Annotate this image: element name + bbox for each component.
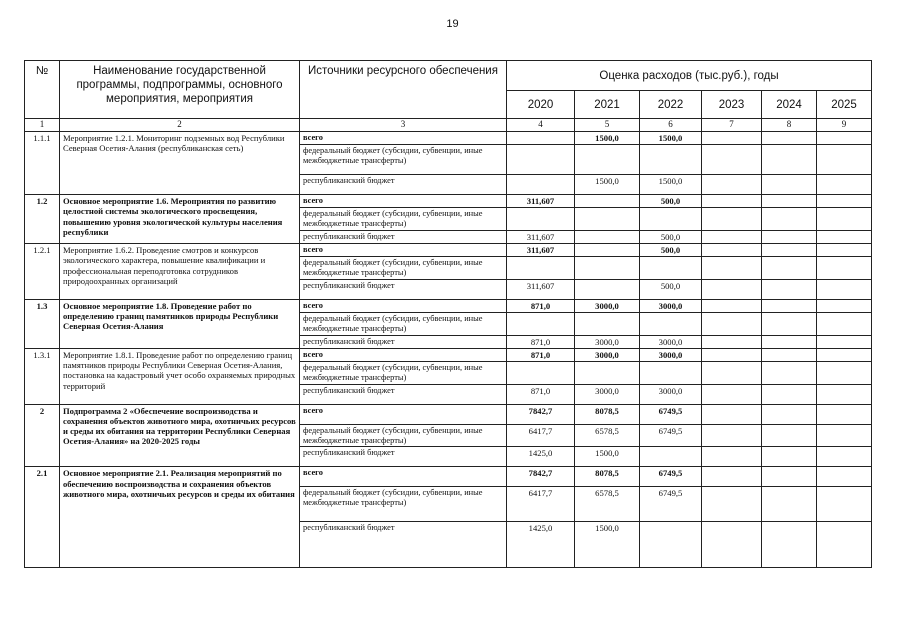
source-label: всего: [300, 467, 507, 487]
value-cell: 871,0: [507, 300, 575, 313]
value-cell: [702, 313, 762, 336]
value-cell: 311,607: [507, 231, 575, 244]
value-cell: 871,0: [507, 384, 575, 404]
value-cell: [762, 404, 817, 424]
row-name: Мероприятие 1.6.2. Проведение смотров и конкурсов экологического характера, повышение квалификации и профессиональная переподготовка сотрудников природоохранных организаций: [60, 244, 300, 300]
source-label: федеральный бюджет (субсидии, субвенции, иные межбюджетные трансферты): [300, 257, 507, 280]
value-cell: [817, 404, 872, 424]
row-number: 1.2.1: [25, 244, 60, 300]
row-number: 1.2: [25, 195, 60, 244]
value-cell: [817, 195, 872, 208]
value-cell: [702, 280, 762, 300]
value-cell: [762, 231, 817, 244]
value-cell: 3000,0: [575, 349, 640, 362]
value-cell: [702, 335, 762, 348]
value-cell: [702, 300, 762, 313]
value-cell: 3000,0: [575, 335, 640, 348]
value-cell: 6749,5: [640, 487, 702, 522]
column-number: 8: [762, 119, 817, 132]
value-cell: 1500,0: [575, 447, 640, 467]
header-year: 2023: [702, 91, 762, 119]
value-cell: 6578,5: [575, 424, 640, 447]
value-cell: [817, 424, 872, 447]
value-cell: [702, 145, 762, 175]
value-cell: [817, 257, 872, 280]
source-label: республиканский бюджет: [300, 384, 507, 404]
row-number: 2.1: [25, 467, 60, 568]
source-label: федеральный бюджет (субсидии, субвенции, иные межбюджетные трансферты): [300, 208, 507, 231]
value-cell: [575, 257, 640, 280]
value-cell: [702, 175, 762, 195]
value-cell: [817, 231, 872, 244]
header-sources: Источники ресурсного обеспечения: [300, 61, 507, 119]
value-cell: [575, 145, 640, 175]
value-cell: [640, 447, 702, 467]
value-cell: [507, 313, 575, 336]
value-cell: [817, 384, 872, 404]
header-year: 2020: [507, 91, 575, 119]
source-label: республиканский бюджет: [300, 522, 507, 568]
source-label: республиканский бюджет: [300, 335, 507, 348]
value-cell: 311,607: [507, 195, 575, 208]
budget-table: [24, 60, 872, 568]
column-number: 9: [817, 119, 872, 132]
value-cell: 3000,0: [640, 384, 702, 404]
value-cell: 1500,0: [575, 522, 640, 568]
source-label: федеральный бюджет (субсидии, субвенции, иные межбюджетные трансферты): [300, 313, 507, 336]
value-cell: 6749,5: [640, 404, 702, 424]
value-cell: 7842,7: [507, 467, 575, 487]
table-header: [25, 61, 872, 119]
source-label: всего: [300, 404, 507, 424]
value-cell: [762, 349, 817, 362]
header-estimate: Оценка расходов (тыс.руб.), годы: [507, 61, 872, 91]
value-cell: 1500,0: [640, 175, 702, 195]
value-cell: 7842,7: [507, 404, 575, 424]
value-cell: [507, 175, 575, 195]
source-label: республиканский бюджет: [300, 231, 507, 244]
value-cell: [507, 257, 575, 280]
value-cell: [762, 335, 817, 348]
value-cell: 8078,5: [575, 467, 640, 487]
column-number: 4: [507, 119, 575, 132]
value-cell: [507, 132, 575, 145]
value-cell: 8078,5: [575, 404, 640, 424]
value-cell: 1425,0: [507, 522, 575, 568]
source-label: республиканский бюджет: [300, 280, 507, 300]
value-cell: 500,0: [640, 231, 702, 244]
value-cell: [762, 280, 817, 300]
value-cell: [817, 335, 872, 348]
value-cell: [762, 244, 817, 257]
value-cell: 6749,5: [640, 467, 702, 487]
column-number: 1: [25, 119, 60, 132]
column-number: 6: [640, 119, 702, 132]
value-cell: [762, 175, 817, 195]
row-name: Основное мероприятие 1.6. Мероприятия по развитию целостной системы экологического просвещения, повышению уровня экологической культуры населения республики: [60, 195, 300, 244]
header-year: 2024: [762, 91, 817, 119]
header-year: 2022: [640, 91, 702, 119]
source-label: всего: [300, 132, 507, 145]
value-cell: [817, 362, 872, 385]
value-cell: 311,607: [507, 244, 575, 257]
table-row: [25, 349, 872, 362]
value-cell: [575, 362, 640, 385]
value-cell: [817, 349, 872, 362]
value-cell: 1500,0: [640, 132, 702, 145]
value-cell: [817, 175, 872, 195]
source-label: федеральный бюджет (субсидии, субвенции, иные межбюджетные трансферты): [300, 362, 507, 385]
value-cell: 3000,0: [640, 300, 702, 313]
value-cell: [507, 362, 575, 385]
value-cell: 3000,0: [575, 384, 640, 404]
value-cell: [702, 132, 762, 145]
value-cell: [575, 313, 640, 336]
column-number: 7: [702, 119, 762, 132]
value-cell: 500,0: [640, 244, 702, 257]
value-cell: [640, 313, 702, 336]
value-cell: 3000,0: [575, 300, 640, 313]
value-cell: 3000,0: [640, 349, 702, 362]
value-cell: [762, 208, 817, 231]
value-cell: 3000,0: [640, 335, 702, 348]
value-cell: [762, 447, 817, 467]
value-cell: [507, 208, 575, 231]
value-cell: [762, 384, 817, 404]
row-name: Подпрограмма 2 «Обеспечение воспроизводства и сохранения объектов животного мира, охотничьих ресурсов и среды их обитания на территории Республики Северная Осетия-Алания» на 2020-2025 годы: [60, 404, 300, 467]
row-name: Мероприятие 1.2.1. Мониторинг подземных вод Республики Северная Осетия-Алания (республиканская сеть): [60, 132, 300, 195]
source-label: всего: [300, 300, 507, 313]
source-label: федеральный бюджет (субсидии, субвенции, иные межбюджетные трансферты): [300, 145, 507, 175]
value-cell: [817, 487, 872, 522]
value-cell: [817, 467, 872, 487]
source-label: федеральный бюджет (субсидии, субвенции, иные межбюджетные трансферты): [300, 424, 507, 447]
value-cell: [702, 487, 762, 522]
header-number: №: [25, 61, 60, 119]
value-cell: [702, 447, 762, 467]
value-cell: [817, 208, 872, 231]
value-cell: [640, 522, 702, 568]
value-cell: [702, 244, 762, 257]
value-cell: [817, 300, 872, 313]
value-cell: [640, 208, 702, 231]
row-name: Основное мероприятие 1.8. Проведение работ по определению границ памятников природы Республики Северная Осетия-Алания: [60, 300, 300, 349]
value-cell: [702, 349, 762, 362]
source-label: всего: [300, 244, 507, 257]
value-cell: 1500,0: [575, 175, 640, 195]
row-number: 1.3.1: [25, 349, 60, 405]
value-cell: 6417,7: [507, 424, 575, 447]
header-year: 2021: [575, 91, 640, 119]
value-cell: [640, 362, 702, 385]
value-cell: [762, 522, 817, 568]
source-label: всего: [300, 195, 507, 208]
page-number: 19: [446, 18, 459, 30]
header-year: 2025: [817, 91, 872, 119]
value-cell: [762, 467, 817, 487]
value-cell: [817, 244, 872, 257]
value-cell: [762, 487, 817, 522]
column-number: 2: [60, 119, 300, 132]
value-cell: [702, 257, 762, 280]
value-cell: 500,0: [640, 280, 702, 300]
value-cell: [817, 447, 872, 467]
table-row: [25, 404, 872, 424]
value-cell: [575, 244, 640, 257]
value-cell: [817, 145, 872, 175]
value-cell: 1425,0: [507, 447, 575, 467]
value-cell: [702, 404, 762, 424]
value-cell: [762, 362, 817, 385]
value-cell: [762, 145, 817, 175]
value-cell: [762, 195, 817, 208]
value-cell: [817, 280, 872, 300]
value-cell: [575, 280, 640, 300]
source-label: республиканский бюджет: [300, 447, 507, 467]
value-cell: [702, 384, 762, 404]
value-cell: [640, 145, 702, 175]
value-cell: 6417,7: [507, 487, 575, 522]
value-cell: [762, 132, 817, 145]
value-cell: [762, 424, 817, 447]
value-cell: 311,607: [507, 280, 575, 300]
value-cell: [702, 195, 762, 208]
table-row: [25, 244, 872, 257]
value-cell: 871,0: [507, 349, 575, 362]
value-cell: [575, 231, 640, 244]
column-number: 5: [575, 119, 640, 132]
value-cell: [702, 231, 762, 244]
value-cell: [507, 145, 575, 175]
value-cell: [817, 313, 872, 336]
header-name: Наименование государственной программы, подпрограммы, основного мероприятия, мероприятия: [60, 61, 300, 119]
value-cell: 6578,5: [575, 487, 640, 522]
value-cell: [702, 522, 762, 568]
value-cell: [575, 195, 640, 208]
row-name: Мероприятие 1.8.1. Проведение работ по определению границ памятников природы Республики Северная Осетия-Алания, постановка на кадастровый учет особо охраняемых природных территорий: [60, 349, 300, 405]
value-cell: [762, 257, 817, 280]
value-cell: [702, 362, 762, 385]
value-cell: [762, 313, 817, 336]
row-number: 1.1.1: [25, 132, 60, 195]
table-row: [25, 195, 872, 208]
value-cell: 6749,5: [640, 424, 702, 447]
value-cell: [817, 522, 872, 568]
row-name: Основное мероприятие 2.1. Реализация мероприятий по обеспечению воспроизводства и сохранения объектов животного мира, охотничьих ресурсов и среды их обитания: [60, 467, 300, 568]
row-number: 2: [25, 404, 60, 467]
column-number: 3: [300, 119, 507, 132]
source-label: республиканский бюджет: [300, 175, 507, 195]
value-cell: [762, 300, 817, 313]
source-label: федеральный бюджет (субсидии, субвенции, иные межбюджетные трансферты): [300, 487, 507, 522]
table-row: [25, 132, 872, 145]
table-row: [25, 467, 872, 487]
value-cell: 871,0: [507, 335, 575, 348]
value-cell: [817, 132, 872, 145]
table-row: [25, 300, 872, 313]
value-cell: [640, 257, 702, 280]
value-cell: [702, 424, 762, 447]
value-cell: [702, 208, 762, 231]
value-cell: 500,0: [640, 195, 702, 208]
row-number: 1.3: [25, 300, 60, 349]
value-cell: 1500,0: [575, 132, 640, 145]
value-cell: [702, 467, 762, 487]
source-label: всего: [300, 349, 507, 362]
value-cell: [575, 208, 640, 231]
